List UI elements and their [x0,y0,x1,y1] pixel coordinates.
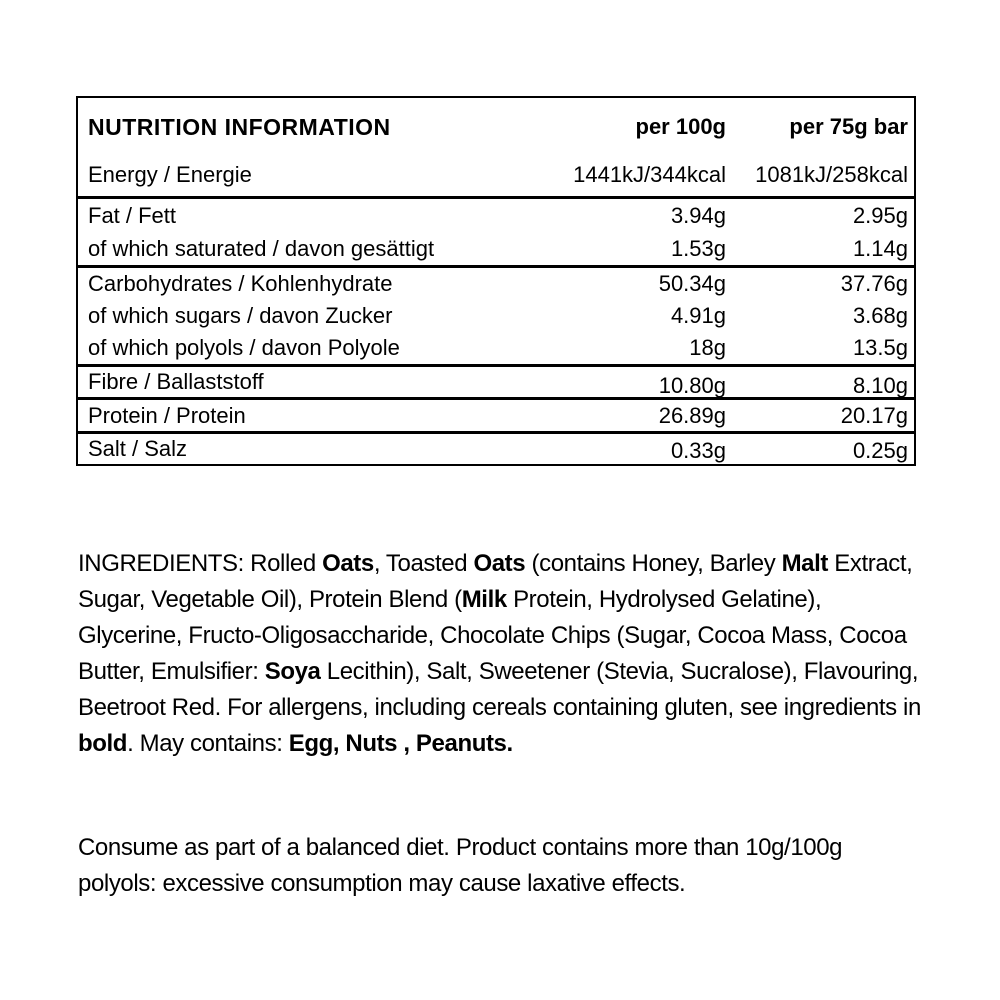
ingredients-paragraph [78,546,923,762]
nutrient-label: Fat / Fett [88,202,177,228]
table-section [78,397,914,431]
value-per-100g: 1.53g [670,235,726,261]
table-row [78,154,914,196]
ingredient-bold-term: Egg, Nuts , Peanuts. [288,730,513,757]
value-per-100g: 26.89g [658,402,726,428]
value-per-75g-bar: 3.68g [852,303,908,328]
ingredient-bold-term: bold [78,730,128,757]
value-per-100g: 50.34g [658,271,726,296]
value-per-75g-bar: 0.25g [852,438,908,463]
ingredients-segment: INGREDIENTS: Rolled [78,550,323,577]
nutrient-label: Fibre / Ballaststoff [88,369,264,394]
value-per-100g: 0.33g [670,438,726,463]
table-row [78,332,914,364]
table-row [78,300,914,332]
ingredient-bold-term: Oats [473,550,526,577]
table-title: NUTRITION INFORMATION [88,113,391,140]
nutrient-label: of which saturated / davon gesättigt [88,235,435,261]
value-per-100g: 4.91g [670,303,726,328]
value-per-100g: 18g [689,335,726,360]
table-section [78,154,914,196]
value-per-100g: 3.94g [670,202,726,228]
ingredients-segment: . May contains: [127,730,289,757]
value-per-75g-bar: 13.5g [852,335,908,360]
nutrient-label: Salt / Salz [88,436,188,461]
ingredients-segment: Extract, Sugar, Vegetable Oil), Protein Blend ( [78,550,913,613]
ingredients-segment: (contains Honey, Barley [525,550,782,577]
value-per-75g-bar: 37.76g [840,271,908,296]
table-row [78,199,914,232]
value-per-75g-bar: 2.95g [852,202,908,228]
value-per-75g-bar: 1081kJ/258kcal [755,162,908,187]
nutrition-table [76,96,916,466]
value-per-75g-bar: 8.10g [852,373,908,398]
table-section [78,364,914,397]
ingredient-bold-term: Malt [781,550,828,577]
column-header-per-75g-bar: per 75g bar [789,114,908,139]
nutrient-label: of which sugars / davon Zucker [88,303,393,328]
nutrient-label: of which polyols / davon Polyole [88,335,400,360]
value-per-100g: 1441kJ/344kcal [573,162,726,187]
ingredients-segment: , Toasted [373,550,474,577]
table-section [78,431,914,464]
table-row [78,434,914,464]
ingredients-segment: Protein, Hydrolysed Gelatine), Glycerine, Fructo-Oligosaccharide, Chocolate Chips (Sugar, Cocoa Mass, Cocoa Butter, Emulsifier: [78,586,907,685]
nutrient-label: Carbohydrates / Kohlenhydrate [88,271,393,296]
table-header-row [78,100,914,154]
table-section [78,265,914,364]
value-per-75g-bar: 1.14g [852,235,908,261]
table-row [78,367,914,397]
ingredient-bold-term: Milk [461,586,507,613]
table-row [78,268,914,300]
ingredient-bold-term: Oats [322,550,374,577]
column-header-per-100g: per 100g [635,114,726,139]
value-per-100g: 10.80g [658,373,726,398]
table-section [78,196,914,265]
nutrient-label: Protein / Protein [88,402,246,428]
table-row [78,400,914,431]
ingredients-segment: Lecithin), Salt, Sweetener (Stevia, Sucralose), Flavouring, Beetroot Red. For allergens, including cereals containing gluten, see ingredients in [78,658,921,721]
ingredient-bold-term: Soya [264,658,321,685]
value-per-75g-bar: 20.17g [840,402,908,428]
disclaimer-paragraph: Consume as part of a balanced diet. Product contains more than 10g/100g polyols: excessive consumption may cause laxative effects. [78,834,843,897]
table-sections [78,154,914,464]
nutrient-label: Energy / Energie [88,162,252,187]
table-row [78,232,914,265]
